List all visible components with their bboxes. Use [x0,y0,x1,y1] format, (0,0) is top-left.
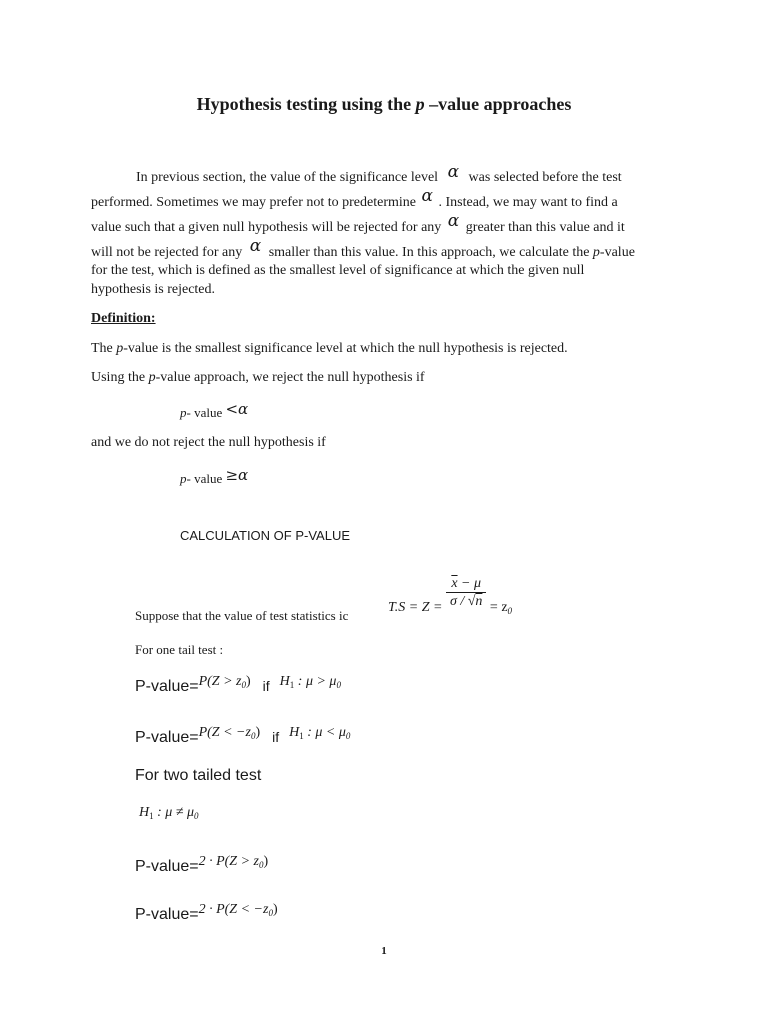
intro-text: performed. Sometimes we may prefer not to predetermine [91,195,416,210]
intro-text: smaller than this value. In this approach, we calculate the [268,245,590,260]
close-paren: ) [246,674,251,689]
definition-text [91,340,568,358]
intro-text: -value [599,245,635,260]
one-tail-heading: For one tail test : [135,642,224,657]
alpha-symbol: α [249,236,262,256]
case2-hypothesis: : μ < μ [307,725,346,740]
intro-text: . Instead, we may want to find a [438,195,618,210]
h-symbol: H [289,725,300,740]
using-text: Using the [91,370,149,385]
italic-p: p [116,341,124,356]
case-left-tail [135,725,351,747]
not-reject-text: and we do not reject the null hypothesis if [91,435,326,450]
sub-one: 1 [289,680,295,690]
intro-text: was selected before the test [468,170,622,185]
close-paren: ) [255,725,261,740]
test-statistic-formula [388,576,513,616]
h-symbol: H [139,805,150,820]
suppose-text: Suppose that the value of test statistics ic [135,608,349,623]
page-number: 1 [381,945,387,957]
intro-line-5: for the test, which is defined as the smallest level of significance at which the given null [91,263,585,278]
close-paren: ) [263,854,269,869]
less-than-alpha: <α [225,400,249,418]
sub-one: 1 [299,731,304,741]
definition-heading: Definition: [91,311,156,326]
page-title [0,94,768,115]
sub-zero: 0 [194,811,199,821]
intro-text: will not be rejected for any [91,245,243,260]
def-text: The [91,341,117,356]
intro-text: value such that a given null hypothesis will be rejected for any [91,220,442,235]
alpha-symbol: α [447,211,460,231]
italic-p: p [592,245,600,260]
greater-equal-alpha: ≥α [225,466,249,484]
intro-line-4 [91,236,635,262]
intro-line-6: hypothesis is rejected. [91,282,216,297]
intro-line-3 [91,211,625,237]
case-two-tail-upper [135,854,269,876]
pvalue-label: - value [186,405,223,420]
two-tail-heading: For two tailed test [135,767,262,784]
ts-rhs: = z [489,599,508,615]
case1-probability: P(Z > z [198,674,242,689]
intro-line-2 [91,186,618,212]
ts-lhs: T.S = Z = [388,599,443,615]
italic-p: p [148,370,156,385]
pvalue-equals-label: P-value= [135,906,199,923]
sub-zero: 0 [241,680,246,690]
title-text-suffix: –value approaches [424,94,572,114]
intro-line-1 [136,162,622,187]
case-right-tail [135,674,341,696]
pvalue-equals-label: P-value= [135,858,199,875]
reject-condition [180,400,249,422]
ts-denominator [446,593,486,611]
ts-numerator [446,576,486,593]
pvalue-label: - value [186,471,223,486]
ts-den-n: n [475,594,483,609]
using-pvalue-text [91,369,425,387]
if-label: if [262,678,270,694]
ts-fraction [446,576,486,611]
calculation-heading: CALCULATION OF P-VALUE [180,528,350,543]
sub-zero: 0 [250,731,256,741]
italic-p: p [180,405,187,420]
ts-num-rest: − μ [461,576,482,591]
sub-zero: 0 [268,908,273,918]
h1-not-equal: : μ ≠ μ [157,805,195,820]
case4-probability: 2 · P(Z < −z [198,902,269,917]
title-text: Hypothesis testing using the [196,94,416,114]
h-symbol: H [279,674,290,689]
using-text: -value approach, we reject the null hypothesis if [155,370,425,385]
case1-hypothesis: : μ > μ [297,674,337,689]
if-label: if [272,729,280,745]
close-paren: ) [272,902,278,917]
title-italic-p: p [415,94,425,114]
case2-probability: P(Z < −z [198,725,251,740]
case3-probability: 2 · P(Z > z [198,854,259,869]
def-text: -value is the smallest significance level at which the null hypothesis is rejected. [123,341,568,356]
not-reject-condition [180,466,249,488]
case-two-tail-lower [135,902,278,924]
pvalue-equals-label: P-value= [135,729,199,746]
x-bar: $\overline{x}$ [451,576,458,591]
intro-text: greater than this value and it [465,220,625,235]
ts-rhs-sub: 0 [507,605,513,616]
sub-zero: 0 [336,680,341,690]
sub-zero: 0 [345,731,351,741]
pvalue-equals-label: P-value= [135,678,199,695]
sub-one: 1 [149,811,154,821]
two-tail-hypothesis [139,805,199,821]
alpha-symbol: α [421,186,433,206]
intro-text: In previous section, the value of the significance level [136,170,439,185]
ts-den-sigma: σ / √ [449,594,476,609]
italic-p: p [180,471,187,486]
alpha-symbol: α [447,162,460,182]
sub-zero: 0 [259,860,264,870]
